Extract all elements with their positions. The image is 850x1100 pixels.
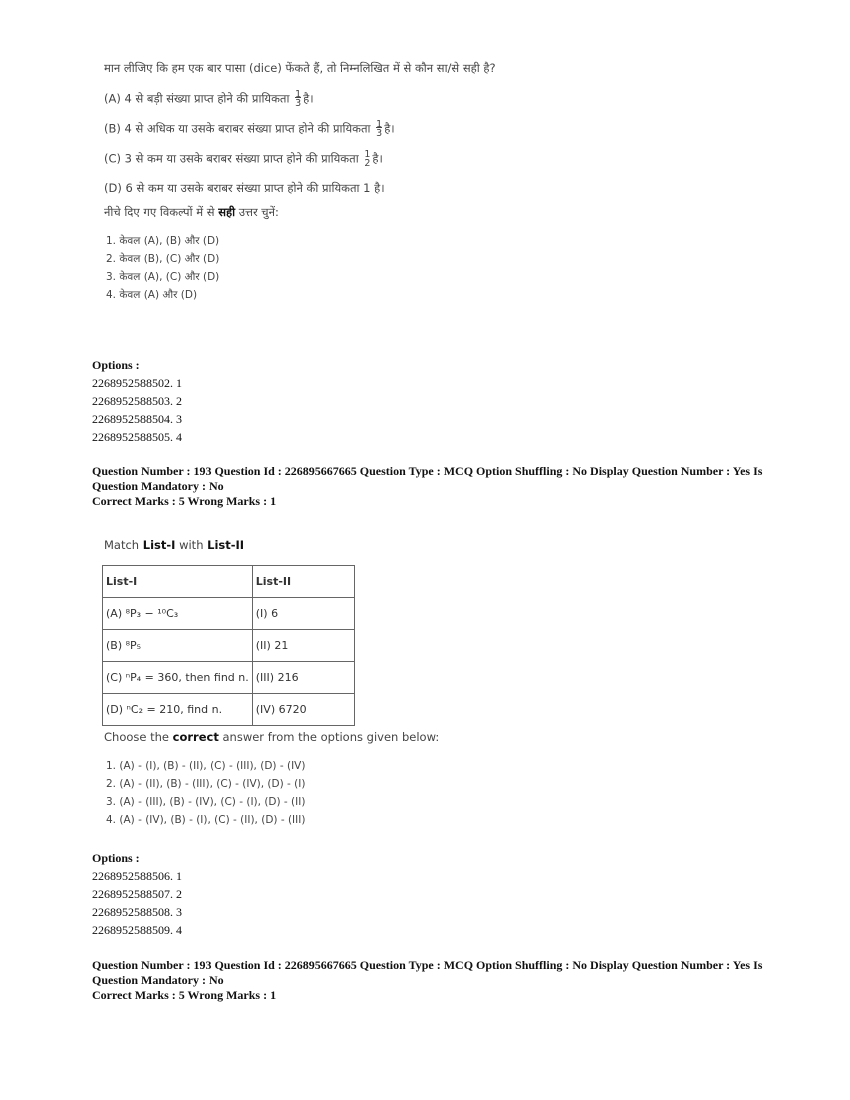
table-cell: (III) 216	[252, 662, 354, 694]
choice-list	[104, 232, 496, 304]
fraction: 1 3	[376, 119, 383, 139]
option-id: 2268952588509. 4	[92, 923, 182, 937]
options-label: Options :	[92, 851, 140, 865]
table-cell: (C) ⁿP₄ = 360, then find n.	[103, 662, 253, 694]
match-table	[102, 565, 355, 726]
options-block-2	[92, 849, 182, 939]
fraction: 1 3	[295, 89, 302, 109]
option-id: 2268952588508. 3	[92, 905, 182, 919]
choice-item: 4. (A) - (IV), (B) - (I), (C) - (II), (D) - (III)	[106, 814, 306, 826]
table-header-row	[103, 566, 355, 598]
choice-item: 4. केवल (A) और (D)	[106, 289, 198, 301]
option-id: 2268952588502. 1	[92, 376, 182, 390]
option-id: 2268952588503. 2	[92, 394, 182, 408]
option-id: 2268952588507. 2	[92, 887, 182, 901]
choice-item: 1. केवल (A), (B) और (D)	[106, 235, 220, 247]
table-cell: (I) 6	[252, 598, 354, 630]
match-table-wrapper	[102, 565, 355, 726]
table-header-cell: List-II	[252, 566, 354, 598]
option-id: 2268952588505. 4	[92, 430, 182, 444]
table-cell: (D) ⁿC₂ = 210, find n.	[103, 694, 253, 726]
choice-item: 2. (A) - (II), (B) - (III), (C) - (IV), (D) - (I)	[106, 778, 306, 790]
statement-d: (D) 6 से कम या उसके बराबर संख्या प्राप्त होने की प्रायिकता 1 है।	[104, 181, 385, 195]
table-header-cell: List-I	[103, 566, 253, 598]
choice-item: 3. (A) - (III), (B) - (IV), (C) - (I), (D) - (II)	[106, 796, 306, 808]
meta-line: Correct Marks : 5 Wrong Marks : 1	[92, 494, 277, 508]
question-192	[104, 60, 496, 304]
table-cell: (II) 21	[252, 630, 354, 662]
question-meta-2	[92, 958, 782, 1003]
choice-item: 1. (A) - (I), (B) - (II), (C) - (III), (D) - (IV)	[106, 760, 306, 772]
table-row	[103, 630, 355, 662]
fraction: 1 2	[364, 149, 371, 169]
options-label: Options :	[92, 358, 140, 372]
choose-instruction: Choose the correct answer from the options given below:	[104, 730, 440, 744]
meta-line: Question Mandatory : No	[92, 479, 224, 493]
meta-line: Question Mandatory : No	[92, 973, 224, 987]
choice-item: 2. केवल (B), (C) और (D)	[106, 253, 220, 265]
table-cell: (B) ⁸P₅	[103, 630, 253, 662]
question-meta-1	[92, 464, 782, 509]
match-intro: Match List-I with List-II	[104, 538, 245, 552]
table-row	[103, 598, 355, 630]
statement-a: (A) 4 से बड़ी संख्या प्राप्त होने की प्रायिकता 1 3 है।	[104, 89, 314, 109]
statement-b: (B) 4 से अधिक या उसके बराबर संख्या प्राप्त होने की प्रायिकता 1 3 है।	[104, 119, 395, 139]
choice-list	[104, 757, 305, 829]
meta-line: Question Number : 193 Question Id : 226895667665 Question Type : MCQ Option Shuffling : No Display Question Number : Yes Is	[92, 958, 763, 972]
choice-item: 3. केवल (A), (C) और (D)	[106, 271, 220, 283]
question-stem: मान लीजिए कि हम एक बार पासा (dice) फेंकते हैं, तो निम्नलिखित में से कौन सा/से सही है?	[104, 61, 496, 75]
instruction: नीचे दिए गए विकल्पों में से सही उत्तर चुनें:	[104, 205, 279, 219]
table-row	[103, 694, 355, 726]
option-id: 2268952588504. 3	[92, 412, 182, 426]
statement-c: (C) 3 से कम या उसके बराबर संख्या प्राप्त होने की प्रायिकता 1 2 है।	[104, 149, 383, 169]
table-cell: (A) ⁸P₃ − ¹⁰C₃	[103, 598, 253, 630]
table-row	[103, 662, 355, 694]
meta-line: Question Number : 193 Question Id : 226895667665 Question Type : MCQ Option Shuffling : No Display Question Number : Yes Is	[92, 464, 763, 478]
option-id: 2268952588506. 1	[92, 869, 182, 883]
options-block-1	[92, 356, 182, 446]
meta-line: Correct Marks : 5 Wrong Marks : 1	[92, 988, 277, 1002]
table-cell: (IV) 6720	[252, 694, 354, 726]
